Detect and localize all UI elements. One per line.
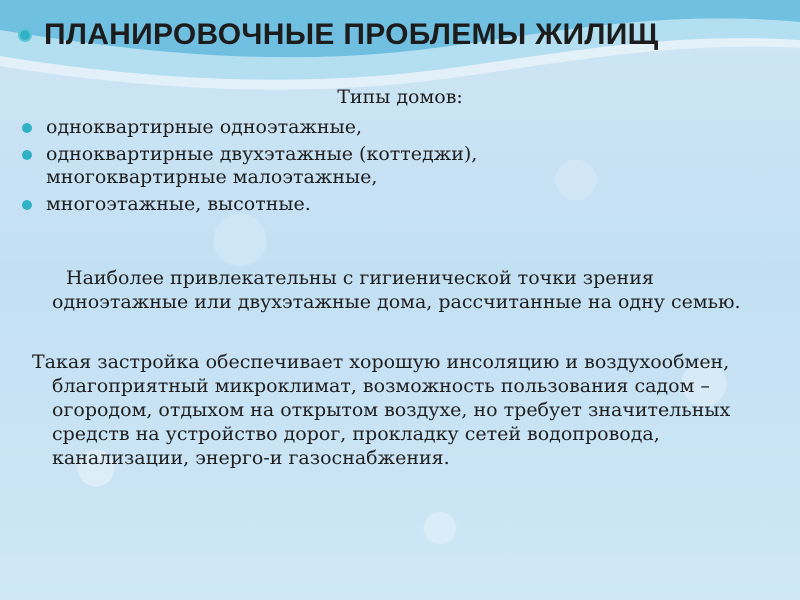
paragraph-1-rest: одноэтажные или двухэтажные дома, рассчитанные на одну семью. xyxy=(52,291,741,313)
bullet-icon xyxy=(22,150,32,160)
list-item xyxy=(22,116,762,139)
title-bullet-icon xyxy=(18,28,32,42)
list-item-text: многоэтажные, высотные. xyxy=(46,193,311,215)
paragraph-2-line1: Такая застройка обеспечивает хорошую инсоляцию и xyxy=(32,351,579,373)
house-types-list xyxy=(22,116,762,220)
paragraph-development xyxy=(32,350,782,470)
list-item-text: одноквартирные двухэтажные (коттеджи), многоквартирные малоэтажные, xyxy=(46,143,478,188)
bullet-icon xyxy=(22,200,32,210)
slide-title: ПЛАНИРОВОЧНЫЕ ПРОБЛЕМЫ ЖИЛИЩ xyxy=(44,18,659,51)
list-item xyxy=(22,143,762,189)
paragraph-1-line1: Наиболее привлекательны с гигиенической точки зрения xyxy=(66,267,654,289)
list-item xyxy=(22,193,762,216)
slide-subtitle: Типы домов: xyxy=(337,86,463,108)
slide-header xyxy=(18,18,659,52)
paragraph-attractiveness xyxy=(52,266,782,314)
bullet-icon xyxy=(22,123,32,133)
list-item-text: одноквартирные одноэтажные, xyxy=(46,116,362,138)
paragraph-2-rest: воздухообмен, благоприятный микроклимат, возможность пользования садом – огородом, отдыхом на открытом воздухе, но требует значительных средств на устройство дорог, прокладку сетей водопровода, канализации, энерго-и газоснабжения. xyxy=(52,351,731,469)
